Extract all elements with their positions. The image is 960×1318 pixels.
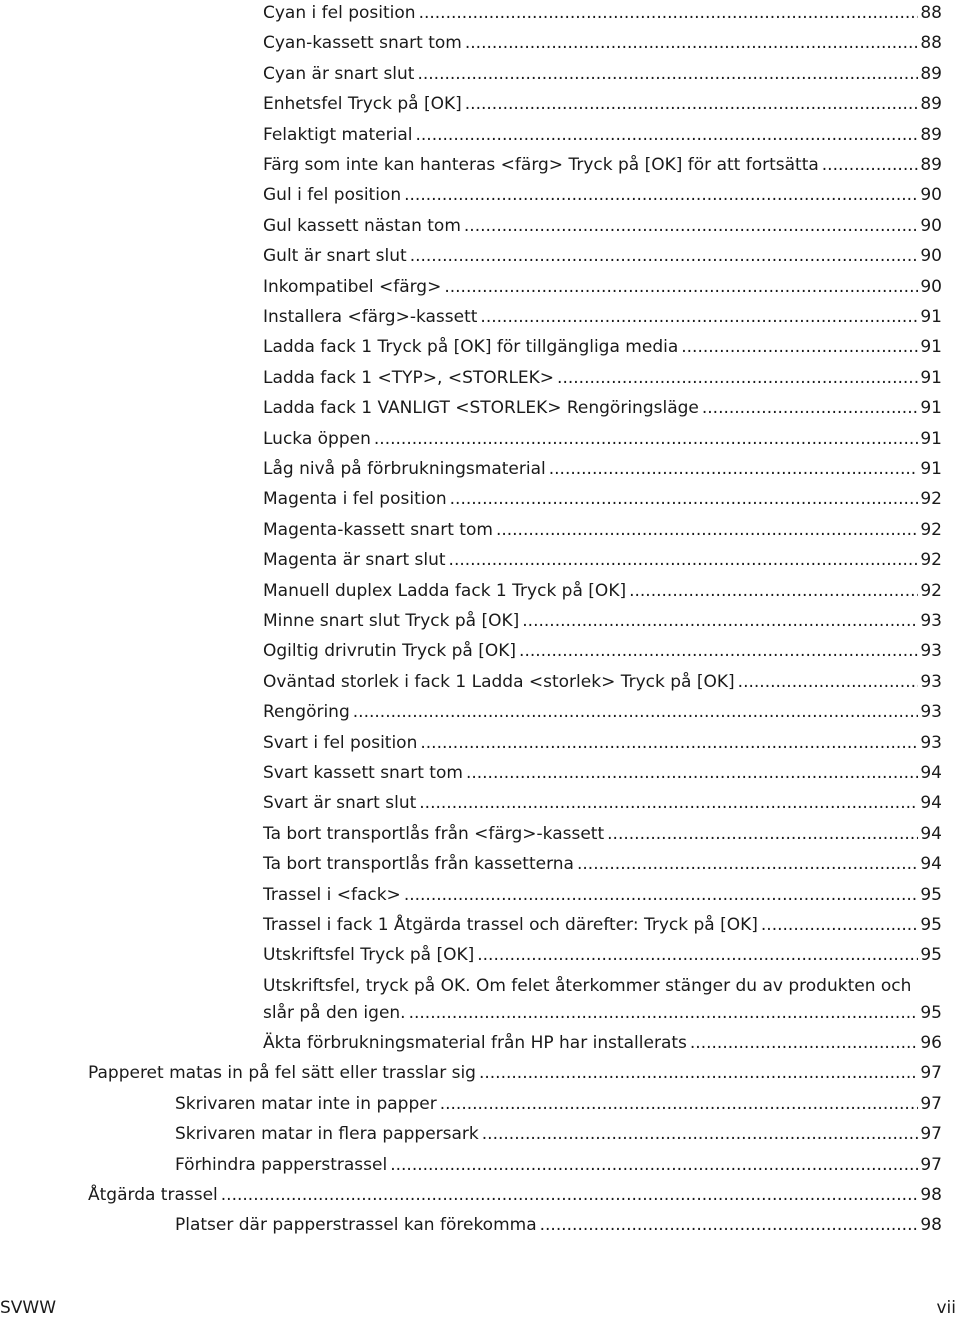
- toc-leader-dots: [540, 1213, 919, 1237]
- toc-entry-page: 94: [920, 793, 942, 814]
- toc-leader-dots: [449, 548, 919, 572]
- toc-entry-page: 97: [920, 1093, 942, 1114]
- toc-leader-dots: [404, 183, 918, 207]
- toc-leader-dots: [450, 487, 919, 511]
- toc-entry-page: 88: [920, 33, 942, 54]
- toc-entry-title: Förhindra papperstrassel: [175, 1154, 388, 1175]
- toc-entry-page: 89: [920, 124, 942, 145]
- toc-entry-page: 94: [920, 763, 942, 783]
- toc-entry-title: Ogiltig drivrutin Tryck på [OK]: [263, 641, 517, 662]
- toc-entry-title: Cyan-kassett snart tom: [263, 33, 462, 54]
- toc-entry-title: Utskriftsfel Tryck på [OK]: [263, 945, 475, 966]
- toc-entry-page: 93: [920, 702, 942, 723]
- toc-entry-title: Gul i fel position: [263, 185, 402, 206]
- toc-entry-page: 91: [920, 367, 942, 388]
- toc-entry[interactable]: [263, 670, 942, 694]
- toc-entry-page: 98: [920, 1215, 942, 1236]
- toc-entry[interactable]: [263, 244, 942, 268]
- toc-entry[interactable]: [263, 214, 942, 238]
- toc-leader-dots: [410, 244, 919, 268]
- toc-entry-page: 91: [920, 307, 942, 327]
- toc-entry-title: Cyan är snart slut: [263, 63, 415, 84]
- toc-leader-dots: [822, 153, 919, 177]
- toc-leader-dots: [409, 1001, 919, 1025]
- toc-entry-title: Platser där papperstrassel kan förekomma: [175, 1215, 537, 1236]
- toc-entry-page: 96: [920, 1032, 942, 1053]
- toc-entry-title: Manuell duplex Ladda fack 1 Tryck på [OK]: [263, 580, 627, 601]
- toc-entry-page: 93: [920, 611, 942, 631]
- toc-leader-dots: [465, 31, 918, 55]
- toc-leader-dots: [466, 761, 918, 785]
- toc-leader-dots: [607, 822, 918, 846]
- toc-leader-dots: [690, 1031, 918, 1055]
- toc-leader-dots: [522, 609, 918, 633]
- toc-leader-dots: [738, 670, 919, 694]
- toc-entry[interactable]: [263, 335, 942, 359]
- toc-entry-page: 95: [920, 1002, 942, 1023]
- toc-entry[interactable]: [88, 1061, 942, 1085]
- toc-leader-dots: [477, 943, 918, 967]
- toc-entry-page: 94: [920, 823, 942, 844]
- toc-entry-page: 91: [920, 459, 942, 479]
- toc-entry-title: Gult är snart slut: [263, 246, 407, 267]
- toc-entry-title: Ladda fack 1 VANLIGT <STORLEK> Rengöringsläge: [263, 398, 699, 419]
- toc-entry-title: Ta bort transportlås från <färg>-kassett: [263, 823, 605, 844]
- toc-entry[interactable]: [263, 822, 942, 846]
- toc-entry[interactable]: [263, 943, 942, 967]
- toc-entry[interactable]: [263, 123, 942, 147]
- toc-entry[interactable]: [263, 883, 942, 907]
- toc-entry-page: 93: [920, 732, 942, 753]
- toc-entry-title: Gul kassett nästan tom: [263, 215, 461, 236]
- toc-leader-dots: [353, 700, 919, 724]
- toc-entry-page: 89: [920, 94, 942, 115]
- toc-entry-page: 95: [920, 945, 942, 966]
- toc-entry-title: Papperet matas in på fel sätt eller trasslar sig: [88, 1063, 476, 1084]
- toc-entry[interactable]: [263, 31, 942, 55]
- toc-entry-title-line1[interactable]: Utskriftsfel, tryck på OK. Om felet återkommer stänger du av produkten och: [263, 975, 912, 996]
- toc-entry-page: 95: [920, 884, 942, 905]
- toc-entry[interactable]: [263, 62, 942, 86]
- toc-entry-title: Magenta är snart slut: [263, 550, 446, 571]
- toc-leader-dots: [496, 518, 918, 542]
- toc-entry[interactable]: [263, 92, 942, 116]
- toc-entry-title: Magenta-kassett snart tom: [263, 519, 493, 540]
- toc-leader-dots: [479, 1061, 918, 1085]
- toc-entry[interactable]: [263, 518, 942, 542]
- toc-entry[interactable]: [263, 579, 942, 603]
- toc-entry[interactable]: [175, 1213, 942, 1237]
- toc-leader-dots: [519, 639, 918, 663]
- toc-entry-title: Oväntad storlek i fack 1 Ladda <storlek> Tryck på [OK]: [263, 671, 735, 692]
- toc-entry-page: 91: [920, 337, 942, 358]
- toc-entry-page: 98: [920, 1184, 942, 1205]
- toc-entry-page: 88: [920, 3, 942, 23]
- toc-entry-page: 92: [920, 519, 942, 540]
- toc-leader-dots: [444, 275, 918, 299]
- toc-entry-page: 92: [920, 489, 942, 510]
- toc-entry-page: 89: [920, 63, 942, 84]
- toc-entry[interactable]: [175, 1092, 942, 1116]
- toc-entry-title: Enhetsfel Tryck på [OK]: [263, 94, 462, 115]
- toc-entry-page: 93: [920, 641, 942, 662]
- toc-entry-title: Trassel i <fack>: [263, 884, 401, 905]
- toc-entry-title: Färg som inte kan hanteras <färg> Tryck på [OK] för att fortsätta: [263, 155, 819, 175]
- toc-entry-page: 93: [920, 671, 942, 692]
- toc-entry[interactable]: [263, 639, 942, 663]
- toc-leader-dots: [221, 1183, 919, 1207]
- toc-entry[interactable]: [263, 1031, 942, 1055]
- footer-language-code: SVWW: [0, 1298, 57, 1318]
- toc-leader-dots: [420, 731, 918, 755]
- toc-entry-page: 97: [920, 1063, 942, 1084]
- toc-entry-page: 91: [920, 398, 942, 419]
- toc-entry[interactable]: [263, 731, 942, 755]
- toc-entry-title: Minne snart slut Tryck på [OK]: [263, 611, 520, 631]
- toc-entry[interactable]: [263, 1, 942, 25]
- toc-entry-title: Lucka öppen: [263, 428, 371, 449]
- toc-entry-title-line2: slår på den igen.: [263, 1002, 406, 1023]
- toc-entry-title: Trassel i fack 1 Åtgärda trassel och därefter: Tryck på [OK]: [263, 915, 758, 935]
- toc-leader-dots: [629, 579, 918, 603]
- toc-entry[interactable]: [263, 457, 942, 481]
- toc-entry-page: 97: [920, 1154, 942, 1175]
- toc-entry-page: 90: [920, 215, 942, 236]
- toc-entry[interactable]: [263, 548, 942, 572]
- toc-entry-title: Svart kassett snart tom: [263, 763, 463, 783]
- toc-leader-dots: [761, 913, 918, 937]
- toc-entry-page: 90: [920, 185, 942, 206]
- toc-entry-page: 92: [920, 550, 942, 571]
- toc-entry-page: 92: [920, 580, 942, 601]
- toc-leader-dots: [681, 335, 918, 359]
- toc-entry[interactable]: [263, 427, 942, 451]
- toc-entry[interactable]: [263, 1001, 942, 1025]
- toc-leader-dots: [374, 427, 918, 451]
- toc-entry[interactable]: [263, 153, 942, 177]
- toc-entry-title: Svart är snart slut: [263, 793, 417, 814]
- toc-leader-dots: [577, 852, 918, 876]
- toc-leader-dots: [419, 791, 918, 815]
- toc-leader-dots: [480, 305, 918, 329]
- toc-entry-title: Svart i fel position: [263, 732, 418, 753]
- toc-leader-dots: [482, 1122, 919, 1146]
- toc-entry-title: Ladda fack 1 Tryck på [OK] för tillgängliga media: [263, 337, 679, 358]
- toc-entry-page: 90: [920, 246, 942, 267]
- toc-entry-title: Låg nivå på förbrukningsmaterial: [263, 459, 546, 479]
- toc-leader-dots: [404, 883, 919, 907]
- toc-entry-title: Rengöring: [263, 702, 350, 723]
- toc-leader-dots: [465, 92, 919, 116]
- toc-entry[interactable]: [263, 609, 942, 633]
- toc-leader-dots: [419, 1, 919, 25]
- toc-entry-page: 91: [920, 428, 942, 449]
- toc-entry[interactable]: [263, 275, 942, 299]
- toc-entry-title: Skrivaren matar in flera pappersark: [175, 1124, 479, 1145]
- toc-entry-title: Åtgärda trassel: [88, 1184, 218, 1205]
- toc-entry[interactable]: [263, 913, 942, 937]
- toc-leader-dots: [417, 62, 918, 86]
- toc-entry[interactable]: [175, 1153, 942, 1177]
- toc-entry-title: Ta bort transportlås från kassetterna: [263, 854, 574, 875]
- toc-entry-page: 97: [920, 1124, 942, 1145]
- toc-entry-page: 90: [920, 276, 942, 297]
- toc-entry-title: Inkompatibel <färg>: [263, 276, 442, 297]
- toc-leader-dots: [464, 214, 918, 238]
- toc-entry[interactable]: [88, 1183, 942, 1207]
- toc-entry[interactable]: [263, 791, 942, 815]
- toc-entry-title: Installera <färg>-kassett: [263, 307, 478, 327]
- toc-entry[interactable]: [263, 487, 942, 511]
- toc-entry[interactable]: [175, 1122, 942, 1146]
- toc-entry[interactable]: [263, 700, 942, 724]
- toc-leader-dots: [440, 1092, 919, 1116]
- toc-entry[interactable]: [263, 852, 942, 876]
- toc-leader-dots: [416, 123, 919, 147]
- toc-entry-title: Cyan i fel position: [263, 3, 416, 23]
- toc-entry[interactable]: [263, 366, 942, 390]
- toc-entry-page: 94: [920, 854, 942, 875]
- toc-leader-dots: [549, 457, 919, 481]
- toc-entry-title: Felaktigt material: [263, 124, 413, 145]
- toc-leader-dots: [702, 396, 919, 420]
- toc-entry[interactable]: [263, 761, 942, 785]
- toc-entry-page: 95: [920, 915, 942, 935]
- toc-leader-dots: [557, 366, 918, 390]
- toc-entry[interactable]: [263, 183, 942, 207]
- toc-entry[interactable]: [263, 305, 942, 329]
- toc-entry-title: Äkta förbrukningsmaterial från HP har installerats: [263, 1032, 687, 1053]
- footer-page-number: vii: [936, 1298, 956, 1318]
- toc-entry-title: Skrivaren matar inte in papper: [175, 1093, 437, 1114]
- toc-leader-dots: [390, 1153, 918, 1177]
- toc-entry[interactable]: [263, 396, 942, 420]
- toc-entry-title: Magenta i fel position: [263, 489, 447, 510]
- toc-entry-title: Ladda fack 1 <TYP>, <STORLEK>: [263, 367, 555, 388]
- toc-entry-page: 89: [920, 155, 942, 175]
